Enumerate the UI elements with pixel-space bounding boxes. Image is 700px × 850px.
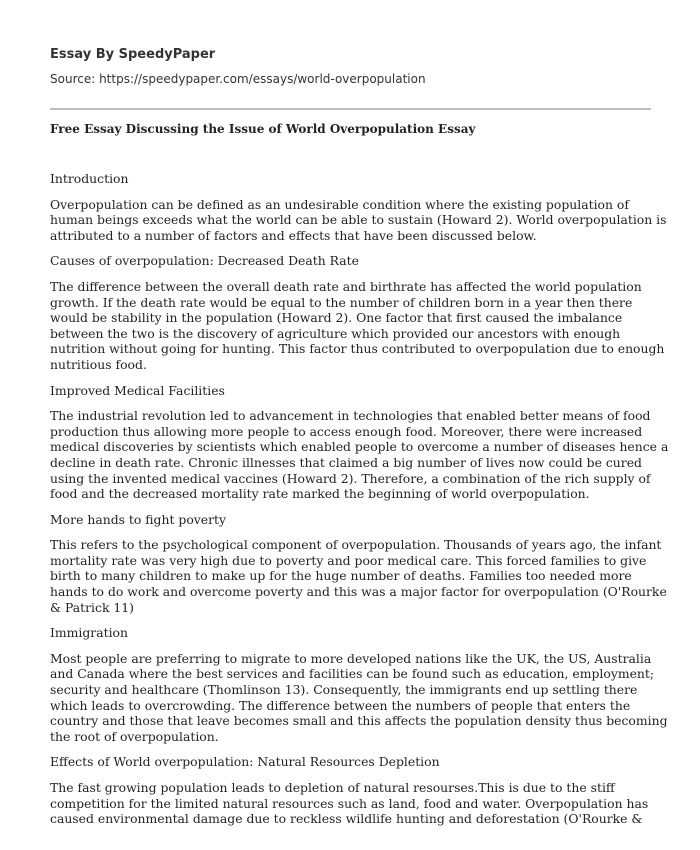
paragraph: The industrial revolution led to advancement in technologies that enabled better means of food production thus allowing more people to access enough food. Moreover, there were increased medical discoveries by scientists which enabled people to overcome a number of diseases hence a decline in death rate. Chronic illnesses that claimed a big number of lives now could be cured using the invented medical vaccines (Howard 2). Therefore, a combination of the rich supply of food and the decreased mortality rate marked the beginning of world overpopulation. [50, 408, 669, 502]
brand-title: Essay By SpeedyPaper [50, 47, 216, 62]
source-line: Source: https://speedypaper.com/essays/world-overpopulation [50, 72, 426, 86]
section-heading: More hands to fight poverty [50, 511, 227, 527]
paragraph: Overpopulation can be defined as an undesirable condition where the existing population of human beings exceeds what the world can be able to sustain (Howard 2). World overpopulation is attributed to a number of factors and effects that have been discussed below. [50, 196, 667, 243]
essay-title: Free Essay Discussing the Issue of World Overpopulation Essay [50, 122, 476, 136]
paragraph: The fast growing population leads to depletion of natural resourses.This is due to the stiff competition for the limited natural resources such as land, food and water. Overpopulation has caused environmental damage due to reckless wildlife hunting and deforestation (O'Rourke & [50, 780, 649, 827]
section-heading: Causes of overpopulation: Decreased Death Rate [50, 253, 359, 269]
paragraph: The difference between the overall death rate and birthrate has affected the world population growth. If the death rate would be equal to the number of children born in a year then there would be stability in the population (Howard 2). One factor that first caused the imbalance between the two is the discovery of agriculture which provided our ancestors with enough nutrition without going for hunting. This factor thus contributed to overpopulation due to enough nutritious food. [50, 278, 665, 372]
paragraph: Most people are preferring to migrate to more developed nations like the UK, the US, Australia and Canada where the best services and facilities can be found such as education, employment; security and healthcare (Thomlinson 13). Consequently, the immigrants end up settling there which leads to overcrowding. The difference between the numbers of people that enters the country and those that leave becomes small and this affects the population density thus becoming the root of overpopulation. [50, 650, 668, 744]
section-heading: Effects of World overpopulation: Natural Resources Depletion [50, 754, 440, 770]
section-heading: Immigration [50, 625, 128, 641]
header-divider [50, 108, 651, 110]
essay-body [50, 171, 670, 837]
section-heading: Improved Medical Facilities [50, 382, 225, 398]
paragraph: This refers to the psychological component of overpopulation. Thousands of years ago, the infant mortality rate was very high due to poverty and poor medical care. This forced families to give birth to many children to make up for the huge number of deaths. Families too needed more hands to do work and overcome poverty and this was a major factor for overpopulation (O'Rourke & Patrick 11) [50, 537, 667, 615]
section-heading: Introduction [50, 171, 129, 186]
